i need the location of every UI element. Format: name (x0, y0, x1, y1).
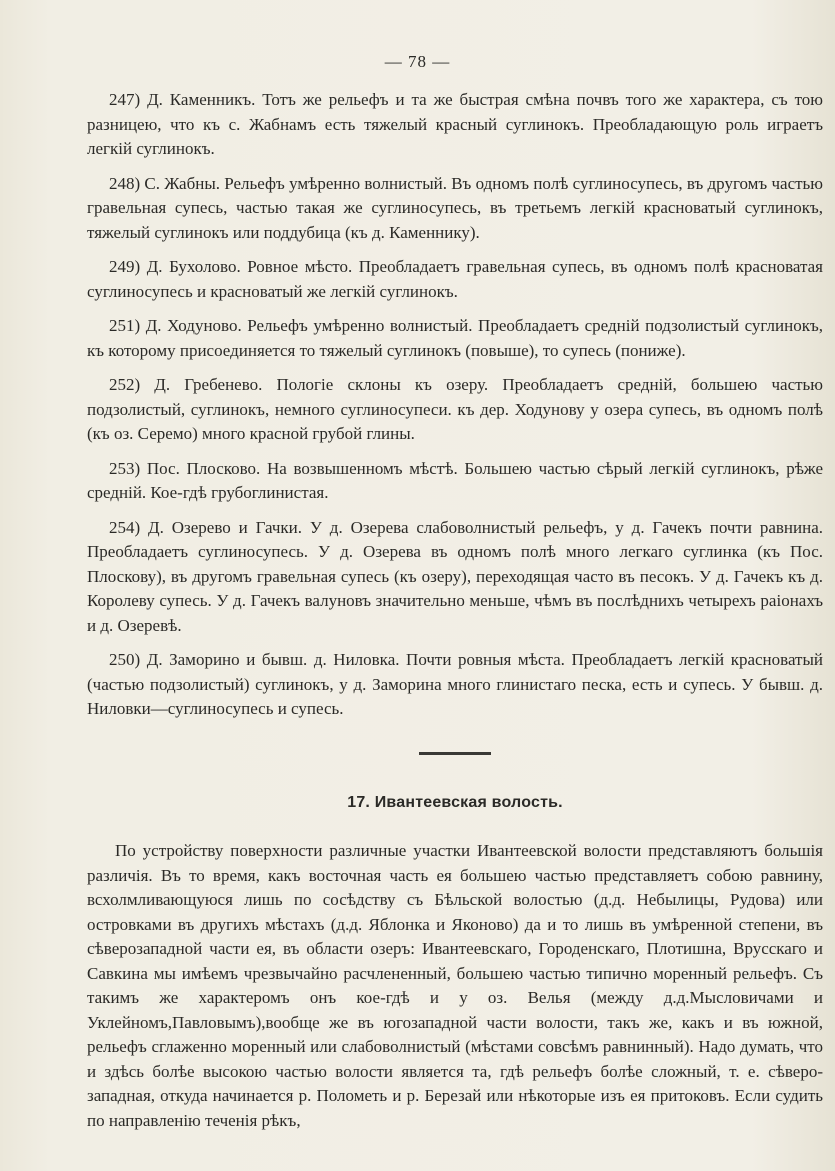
entry-247: 247) Д. Каменникъ. Тотъ же рельефъ и та же быстрая смѣна почвъ того же характера, съ тою разницею, что къ с. Жабнамъ есть тяжелый красный суглинокъ. Преобладающую роль играетъ легкій суглинокъ. (87, 90, 823, 158)
entry-249: 249) Д. Бухолово. Ровное мѣсто. Преобладаетъ гравельная супесь, въ одномъ полѣ красноватая суглиносупесь и красноватый же легкій суглинокъ. (87, 257, 823, 301)
entry-254: 254) Д. Озерево и Гачки. У д. Озерева слабоволнистый рельефъ, у д. Гачекъ почти равнина. Преобладаетъ суглиносупесь. У д. Озерева въ одномъ полѣ много легкаго суглинка (къ Пос. Плоскову), въ другомъ гравельная супесь (къ озеру), переходящая часто въ песокъ. У д. Гачекъ къ д. Королеву супесь. У д. Гачекъ валуновъ значительно меньше, чѣмъ въ послѣднихъ четырехъ раіонахъ и д. Озеревѣ. (87, 517, 823, 635)
section-title: 17. Ивантеевская волость. (347, 793, 563, 811)
page-number: — 78 — (384, 52, 451, 71)
entry-248: 248) С. Жабны. Рельефъ умѣренно волнистый. Въ одномъ полѣ суглиносупесь, въ другомъ частью гравельная супесь, частью такая же суглиносупесь, въ третьемъ легкій красноватый суглинокъ, тяжелый суглинокъ или поддубица (къ д. Каменнику). (87, 173, 823, 242)
page-content (87, 88, 823, 1133)
section-paragraph: По устройству поверхности различные участки Ивантеевской волости представляютъ большія различія. Въ то время, какъ восточная часть ея большею частью представляетъ собою равнину, всхолмливающуюся лишь по сосѣдству съ Бѣльской волостью (д.д. Небылицы, Рудова) или островками въ другихъ мѣстахъ (д.д. Яблонка и Яконово) да и то лишь въ умѣренной степени, въ сѣверозападной части ея, въ области озеръ: Ивантеевскаго, Городенскаго, Плотишна, Врусскаго и Савкина мы имѣемъ чрезвычайно расчлененный, большею частью типично моренный рельефъ. Съ такимъ же характеромъ онъ кое-гдѣ и у оз. Велья (между д.д.Мысловичами и Уклейномъ,Павловымъ),вообще же въ югозападной части волости, такъ же, какъ и въ южной, рельефъ сглаженно моренный или слабоволнистый (мѣстами совсѣмъ равнинный). Надо думать, что и здѣсь болѣе высокою частью волости является та, гдѣ рельефъ болѣе сложный, т. е. сѣверо-западная, откуда начинается р. Полометь и р. Березай или нѣкоторые изъ ея притоковъ. Если судить по направленію теченія рѣкъ, (87, 841, 823, 1130)
entry-253: 253) Пос. Плосково. На возвышенномъ мѣстѣ. Большею частью сѣрый легкій суглинокъ, рѣже средній. Кое-гдѣ грубоглинистая. (87, 458, 823, 502)
entry-252: 252) Д. Гребенево. Пологіе склоны къ озеру. Преобладаетъ средній, большею частью подзолистый, суглинокъ, немного суглиносупеси. къ дер. Ходунову у озера супесь, въ одномъ полѣ (къ оз. Серемо) много красной грубой глины. (87, 375, 823, 443)
section-divider (419, 752, 491, 755)
entry-250: 250) Д. Заморино и бывш. д. Ниловка. Почти ровныя мѣста. Преобладаетъ легкій красноватый (частью подзолистый) суглинокъ, у д. Заморина много глинистаго песка, есть и супесь. У бывш. д. Ниловки—суглиносупесь и супесь. (87, 650, 823, 718)
entry-251: 251) Д. Ходуново. Рельефъ умѣренно волнистый. Преобладаетъ средній подзолистый суглинокъ, къ которому присоединяется то тяжелый суглинокъ (повыше), то супесь (пониже). (87, 316, 823, 360)
